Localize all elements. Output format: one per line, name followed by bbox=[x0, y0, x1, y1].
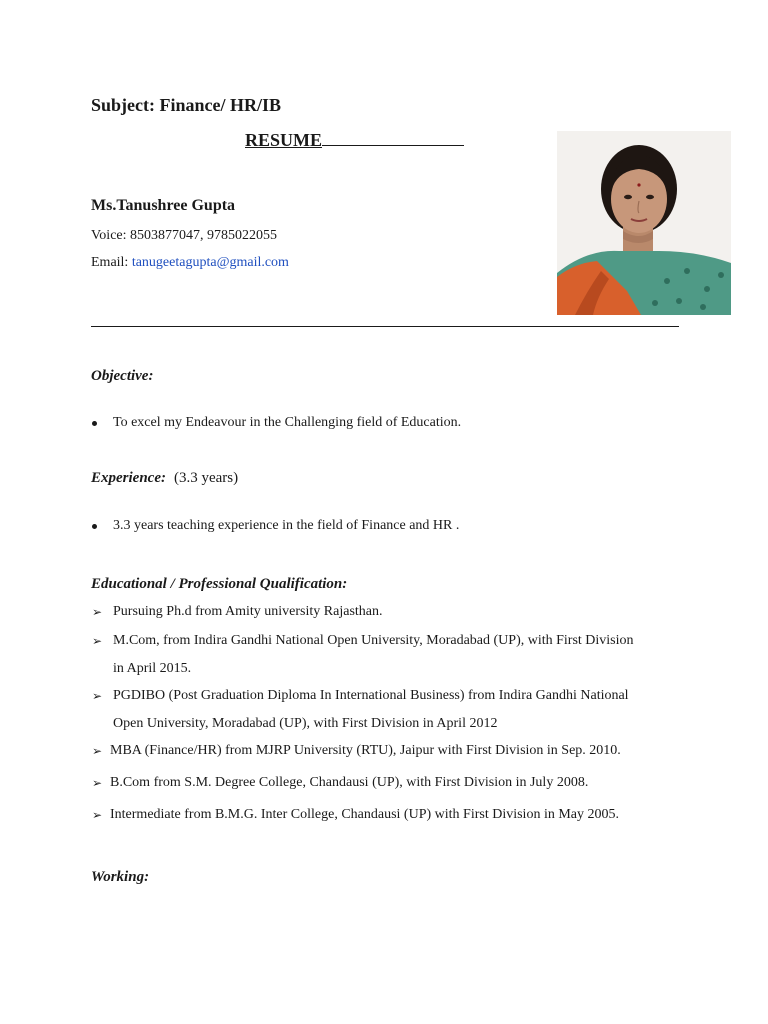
profile-photo bbox=[557, 131, 731, 315]
qualification-item: MBA (Finance/HR) from MJRP University (RTU), Jaipur with First Division in Sep. 2010. bbox=[110, 743, 621, 758]
profile-photo-drawing bbox=[557, 131, 731, 315]
qualification-item: Intermediate from B.M.G. Inter College, Chandausi (UP) with First Division in May 2005. bbox=[110, 807, 619, 822]
email-label: Email: bbox=[91, 255, 132, 270]
qualification-item: M.Com, from Indira Gandhi National Open University, Moradabad (UP), with First Division bbox=[113, 633, 634, 648]
experience-item: 3.3 years teaching experience in the field of Finance and HR . bbox=[113, 518, 460, 533]
resume-title-text: RESUME bbox=[245, 130, 323, 150]
objective-heading: Objective: bbox=[91, 368, 154, 384]
experience-heading-text: Experience: bbox=[91, 470, 166, 486]
qualification-item: Pursuing Ph.d from Amity university Rajasthan. bbox=[113, 604, 383, 619]
experience-heading bbox=[91, 470, 238, 487]
subject-line: Subject: Finance/ HR/IB bbox=[91, 95, 282, 115]
arrow-right-icon: ➢ bbox=[92, 744, 103, 758]
bullet-icon bbox=[92, 524, 97, 529]
voice-numbers: Voice: 8503877047, 9785022055 bbox=[91, 228, 278, 243]
arrow-right-icon: ➢ bbox=[92, 776, 103, 790]
arrow-right-icon: ➢ bbox=[92, 605, 103, 619]
arrow-right-icon: ➢ bbox=[92, 634, 103, 648]
qualification-item: B.Com from S.M. Degree College, Chandausi (UP), with First Division in July 2008. bbox=[110, 775, 589, 790]
email-line bbox=[91, 255, 289, 271]
education-heading: Educational / Professional Qualification: bbox=[91, 576, 348, 592]
header-divider bbox=[91, 326, 679, 327]
email-link[interactable]: tanugeetagupta@gmail.com bbox=[131, 255, 289, 270]
arrow-right-icon: ➢ bbox=[92, 689, 103, 703]
bullet-icon bbox=[92, 421, 97, 426]
candidate-name: Ms.Tanushree Gupta bbox=[91, 197, 236, 214]
title-underline bbox=[322, 130, 464, 146]
objective-item: To excel my Endeavour in the Challenging field of Education. bbox=[113, 415, 462, 430]
experience-duration: (3.3 years) bbox=[173, 470, 239, 486]
qualification-item-continued: Open University, Moradabad (UP), with First Division in April 2012 bbox=[113, 716, 498, 731]
qualification-item-continued: in April 2015. bbox=[113, 661, 192, 676]
qualification-item: PGDIBO (Post Graduation Diploma In International Business) from Indira Gandhi National bbox=[113, 688, 629, 703]
resume-title bbox=[245, 130, 464, 151]
working-heading: Working: bbox=[91, 869, 150, 885]
arrow-right-icon: ➢ bbox=[92, 808, 103, 822]
